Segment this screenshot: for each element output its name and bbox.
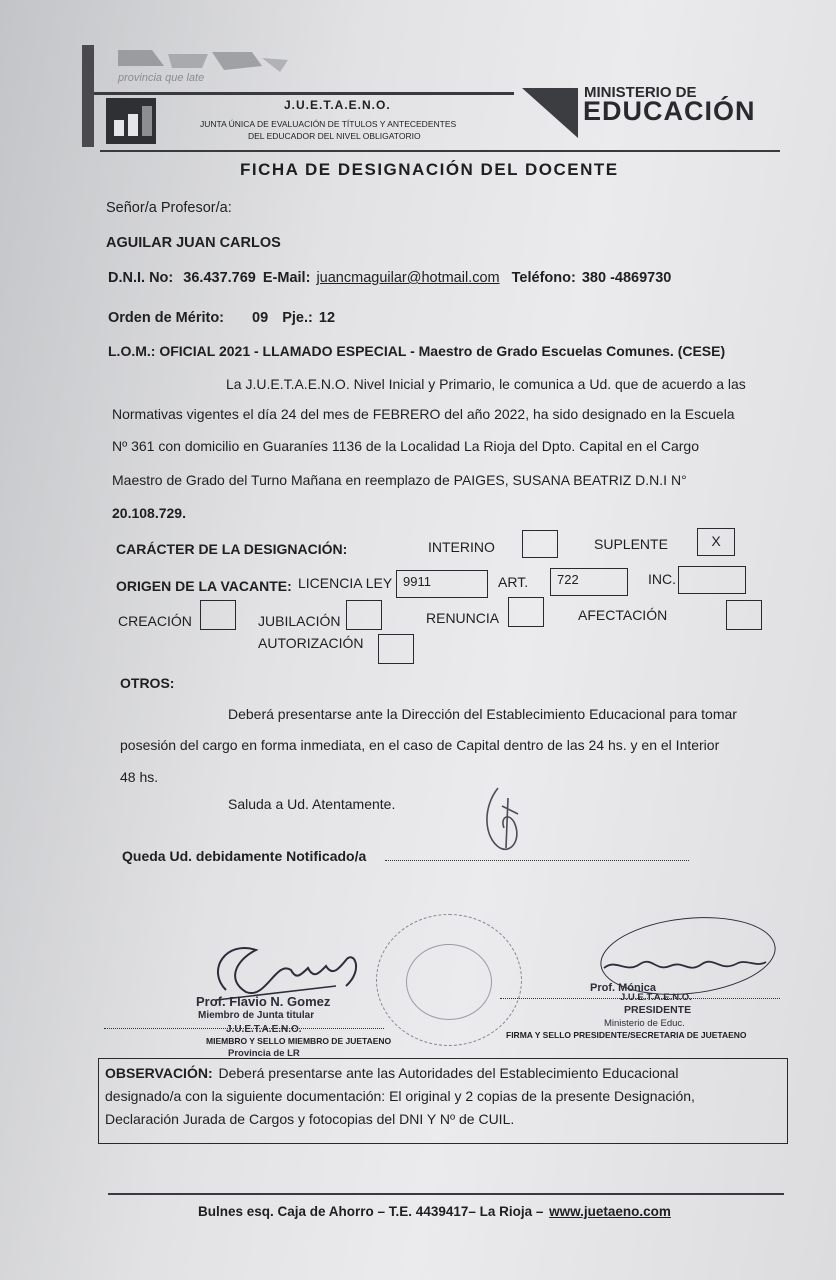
licencia-ley-field[interactable]: 9911 — [396, 570, 488, 598]
teacher-name: AGUILAR JUAN CARLOS — [106, 235, 281, 251]
suplente-label: SUPLENTE — [594, 536, 668, 552]
renuncia-label: RENUNCIA — [426, 610, 500, 626]
right-stamp-ministry: Ministerio de Educ. — [604, 1018, 685, 1029]
left-stamp-province: Provincia de LR — [228, 1048, 300, 1059]
score-label: Pje.: — [282, 310, 313, 326]
body-line-3: Nº 361 con domicilio en Guaraníes 1136 de la Localidad La Rioja del Dpto. Capital en el Cargo — [112, 438, 699, 454]
phone-value: 380 -4869730 — [581, 270, 672, 286]
body-line-4: Maestro de Grado del Turno Mañana en reemplazo de PAIGES, SUSANA BEATRIZ D.N.I N° — [112, 472, 687, 488]
la-rioja-tagline: provincia que late — [118, 72, 205, 84]
header-rule — [94, 92, 514, 95]
footer-address — [198, 1204, 671, 1219]
form-title: FICHA DE DESIGNACIÓN DEL DOCENTE — [240, 160, 619, 179]
closing: Saluda a Ud. Atentamente. — [228, 796, 396, 812]
afectacion-label: AFECTACIÓN — [578, 607, 668, 623]
otros-label: OTROS: — [120, 675, 175, 691]
handwritten-initial-signature — [478, 778, 538, 858]
interino-checkbox[interactable] — [522, 530, 558, 558]
notified-signature-line[interactable] — [385, 852, 689, 861]
instructions-line-1: Deberá presentarse ante la Dirección del Establecimiento Educacional para tomar — [228, 706, 737, 722]
left-signature-line — [104, 1028, 384, 1029]
footer-address-text: Bulnes esq. Caja de Ahorro – T.E. 4439417– La Rioja – — [198, 1204, 544, 1219]
merit-value: 09 — [252, 310, 269, 326]
body-line-1: La J.U.E.T.A.E.N.O. Nivel Inicial y Primario, le comunica a Ud. que de acuerdo a las — [226, 376, 746, 392]
merit-label: Orden de Mérito: — [108, 310, 225, 326]
right-stamp-role: PRESIDENTE — [624, 1004, 692, 1016]
email-value: juancmaguilar@hotmail.com — [316, 270, 500, 286]
jubilacion-checkbox[interactable] — [346, 600, 382, 630]
org-acronym: J.U.E.T.A.E.N.O. — [284, 98, 391, 112]
body-line-5: 20.108.729. — [112, 505, 186, 521]
caracter-label: CARÁCTER DE LA DESIGNACIÓN: — [116, 541, 348, 557]
email-label: E-Mail: — [262, 270, 311, 286]
inc-label: INC. — [648, 571, 676, 587]
header-bottom-rule — [100, 150, 780, 152]
creacion-label: CREACIÓN — [118, 613, 192, 629]
phone-label: Teléfono: — [511, 270, 576, 286]
licencia-label: LICENCIA LEY — [298, 575, 393, 591]
instructions-line-3: 48 hs. — [120, 769, 159, 785]
dni-value: 36.437.769 — [183, 270, 256, 286]
footer-website-link[interactable]: www.juetaeno.com — [549, 1204, 671, 1219]
art-field[interactable]: 722 — [550, 568, 628, 596]
suplente-checkbox[interactable]: X — [697, 528, 735, 556]
ministry-line2: EDUCACIÓN — [583, 96, 756, 126]
left-stamp-org: J.U.E.T.A.E.N.O. — [226, 1024, 302, 1035]
creacion-checkbox[interactable] — [200, 600, 236, 630]
jubilacion-label: JUBILACIÓN — [258, 613, 341, 629]
ministry-line1: MINISTERIO DE — [584, 84, 697, 101]
header-left-vertical-bar — [82, 45, 94, 147]
observation-line-2: designado/a con la siguiente documentación: El original y 2 copias de la presente Designación, — [105, 1088, 695, 1104]
notified-label: Queda Ud. debidamente Notificado/a — [122, 848, 367, 864]
left-stamp-name: Prof. Flavio N. Gomez — [196, 994, 331, 1009]
left-signature-caption: MIEMBRO Y SELLO MIEMBRO DE JUETAENO — [206, 1036, 392, 1046]
right-stamp-name: Prof. Mónica — [590, 982, 657, 994]
afectacion-checkbox[interactable] — [726, 600, 762, 630]
right-signature-caption: FIRMA Y SELLO PRESIDENTE/SECRETARIA DE JUETAENO — [506, 1030, 747, 1040]
observation-label: OBSERVACIÓN: — [105, 1065, 213, 1081]
right-handwritten-signature — [596, 938, 776, 988]
salutation: Señor/a Profesor/a: — [106, 200, 232, 216]
renuncia-checkbox[interactable] — [508, 597, 544, 627]
art-label: ART. — [498, 574, 529, 590]
observation-line-1 — [105, 1065, 678, 1081]
org-full-name-line2: DEL EDUCADOR DEL NIVEL OBLIGATORIO — [248, 131, 421, 141]
observation-text-1: Deberá presentarse ante las Autoridades del Establecimiento Educacional — [218, 1065, 679, 1081]
observation-line-3: Declaración Jurada de Cargos y fotocopias del DNI Y Nº de CUIL. — [105, 1111, 515, 1127]
left-stamp-role: Miembro de Junta titular — [198, 1010, 315, 1021]
body-line-2: Normativas vigentes el día 24 del mes de FEBRERO del año 2022, ha sido designado en la Escuela — [112, 406, 735, 422]
dni-row — [108, 270, 671, 286]
inc-field[interactable] — [678, 566, 746, 594]
ministry-logo-shape — [522, 88, 578, 138]
dni-label: D.N.I. No: — [108, 270, 174, 286]
juetaeno-logo — [106, 98, 156, 144]
footer-rule — [108, 1193, 784, 1195]
org-full-name-line1: JUNTA ÚNICA DE EVALUACIÓN DE TÍTULOS Y ANTECEDENTES — [200, 119, 457, 129]
left-official-seal-inner — [406, 944, 492, 1020]
lom-line: L.O.M.: OFICIAL 2021 - LLAMADO ESPECIAL - Maestro de Grado Escuelas Comunes. (CESE) — [108, 343, 726, 359]
score-value: 12 — [318, 310, 336, 326]
instructions-line-2: posesión del cargo en forma inmediata, en el caso de Capital dentro de las 24 hs. y en el Interior — [120, 737, 720, 753]
interino-label: INTERINO — [428, 539, 495, 555]
origen-label: ORIGEN DE LA VACANTE: — [116, 578, 292, 594]
autorizacion-label: AUTORIZACIÓN — [258, 635, 364, 651]
merit-row — [108, 310, 335, 326]
right-stamp-org: J.U.E.T.A.E.N.O. — [620, 992, 692, 1003]
autorizacion-checkbox[interactable] — [378, 634, 414, 664]
